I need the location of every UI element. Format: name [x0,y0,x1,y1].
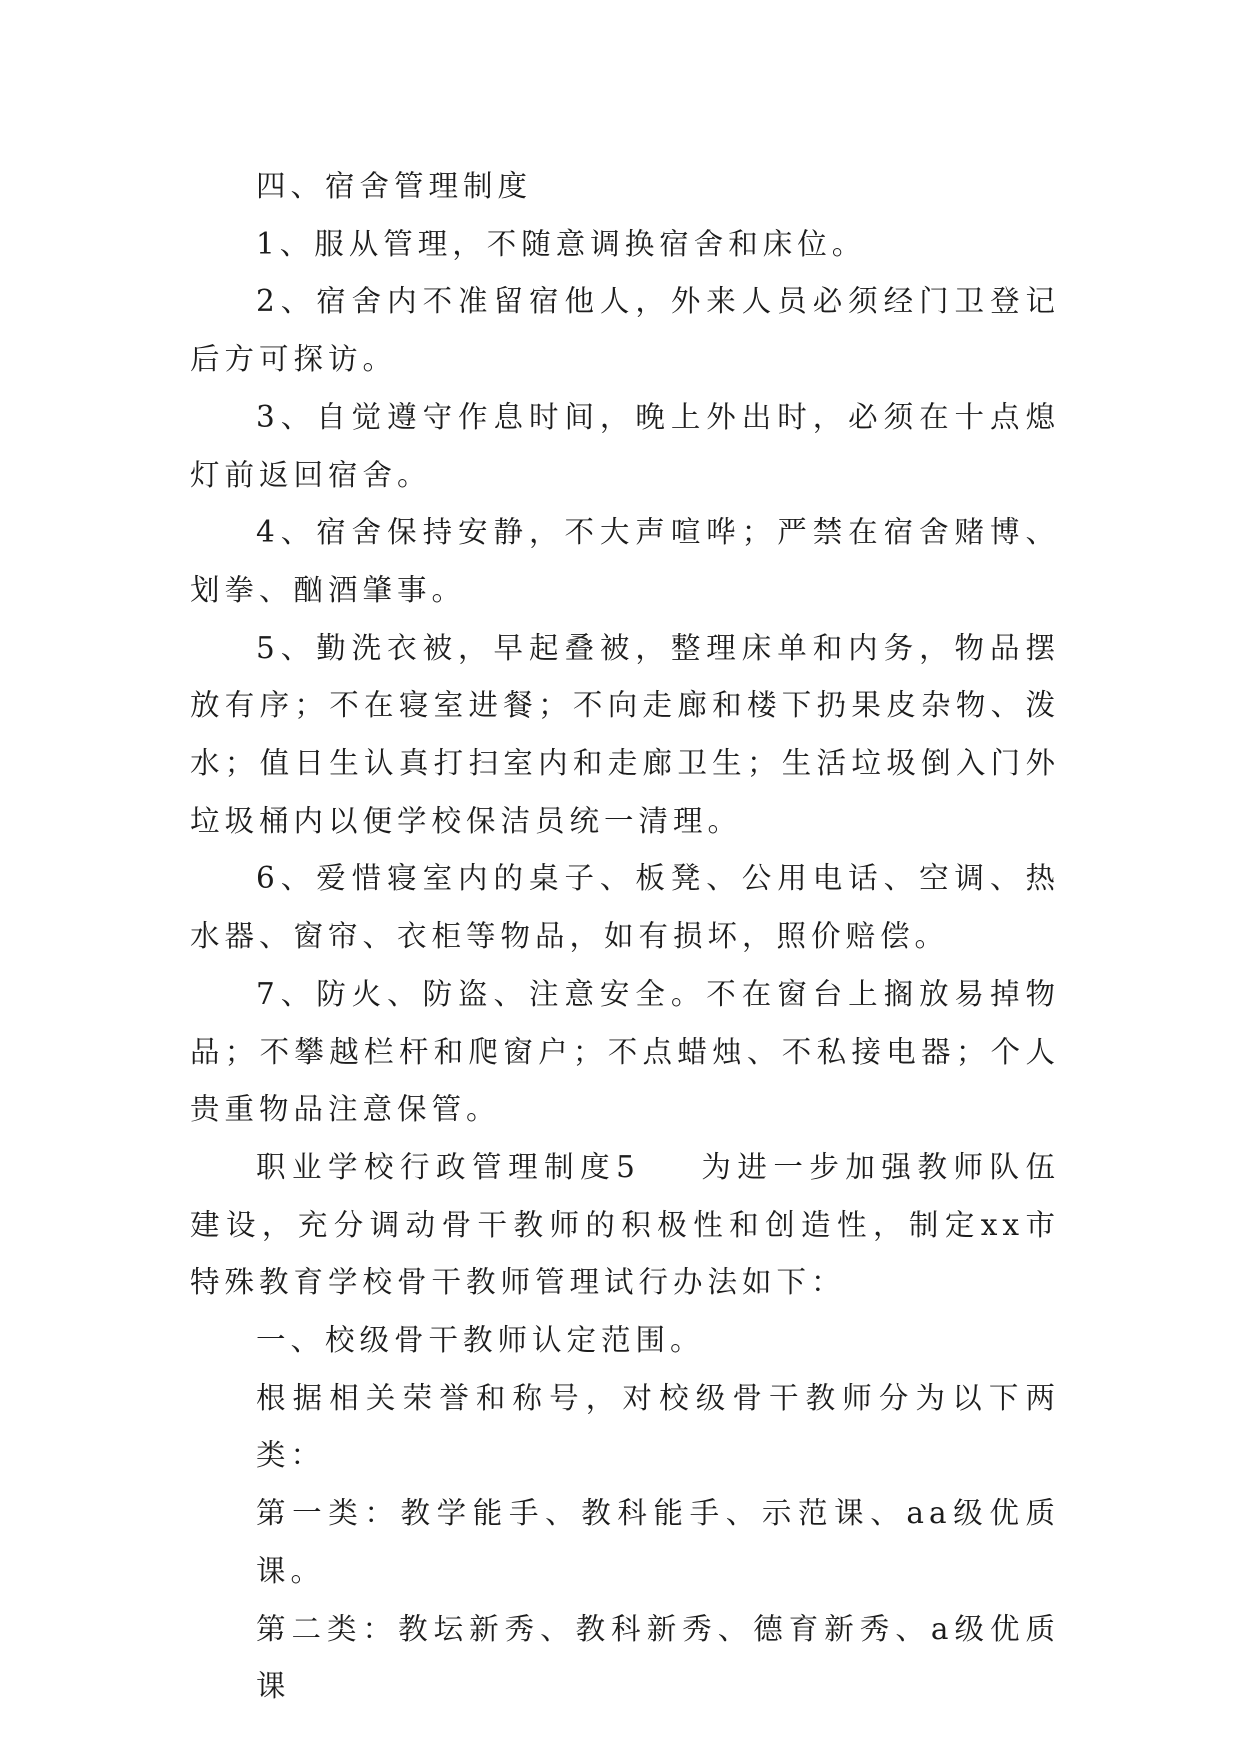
section-heading: 职业学校行政管理制度5 [256,1149,640,1184]
rule-paragraph: 4、宿舍保持安静，不大声喧哗；严禁在宿舍赌博、划拳、酗酒肇事。 [190,515,1060,607]
category-paragraph: 第一类：教学能手、教科能手、示范课、aa级优质课。 [256,1496,1060,1588]
category-paragraph: 根据相关荣誉和称号，对校级骨干教师分为以下两类： [256,1380,1060,1473]
rule-paragraph: 6、爱惜寝室内的桌子、板凳、公用电话、空调、热水器、窗帘、衣柜等物品，如有损坏，照价赔偿。 [190,861,1060,954]
rule-paragraph: 1、服从管理，不随意调换宿舍和床位。 [256,226,867,261]
rule-paragraph: 2、宿舍内不准留宿他人，外来人员必须经门卫登记后方可探访。 [190,284,1060,377]
document-body [190,158,1060,1716]
section-paragraph [190,1139,1060,1312]
rule-paragraph: 3、自觉遵守作息时间，晚上外出时，必须在十点熄灯前返回宿舍。 [190,399,1060,492]
category-paragraph: 第二类：教坛新秀、教科新秀、德育新秀、a级优质课 [256,1611,1060,1704]
section-intro: 为进一步加强教师队伍建设，充分调动骨干教师的积极性和创造性，制定xx市特殊教育学校骨干教师管理试行办法如下： [190,1149,1060,1300]
rule-paragraph: 5、勤洗衣被，早起叠被，整理床单和内务，物品摆放有序；不在寝室进餐；不向走廊和楼下扔果皮杂物、泼水；值日生认真打扫室内和走廊卫生；生活垃圾倒入门外垃圾桶内以便学校保洁员统一清理。 [190,630,1060,838]
subsection-heading: 一、校级骨干教师认定范围。 [256,1323,705,1358]
heading-dormitory-rules: 四、宿舍管理制度 [256,169,533,203]
rule-paragraph: 7、防火、防盗、注意安全。不在窗台上搁放易掉物品；不攀越栏杆和爬窗户；不点蜡烛、不私接电器；个人贵重物品注意保管。 [190,976,1060,1127]
